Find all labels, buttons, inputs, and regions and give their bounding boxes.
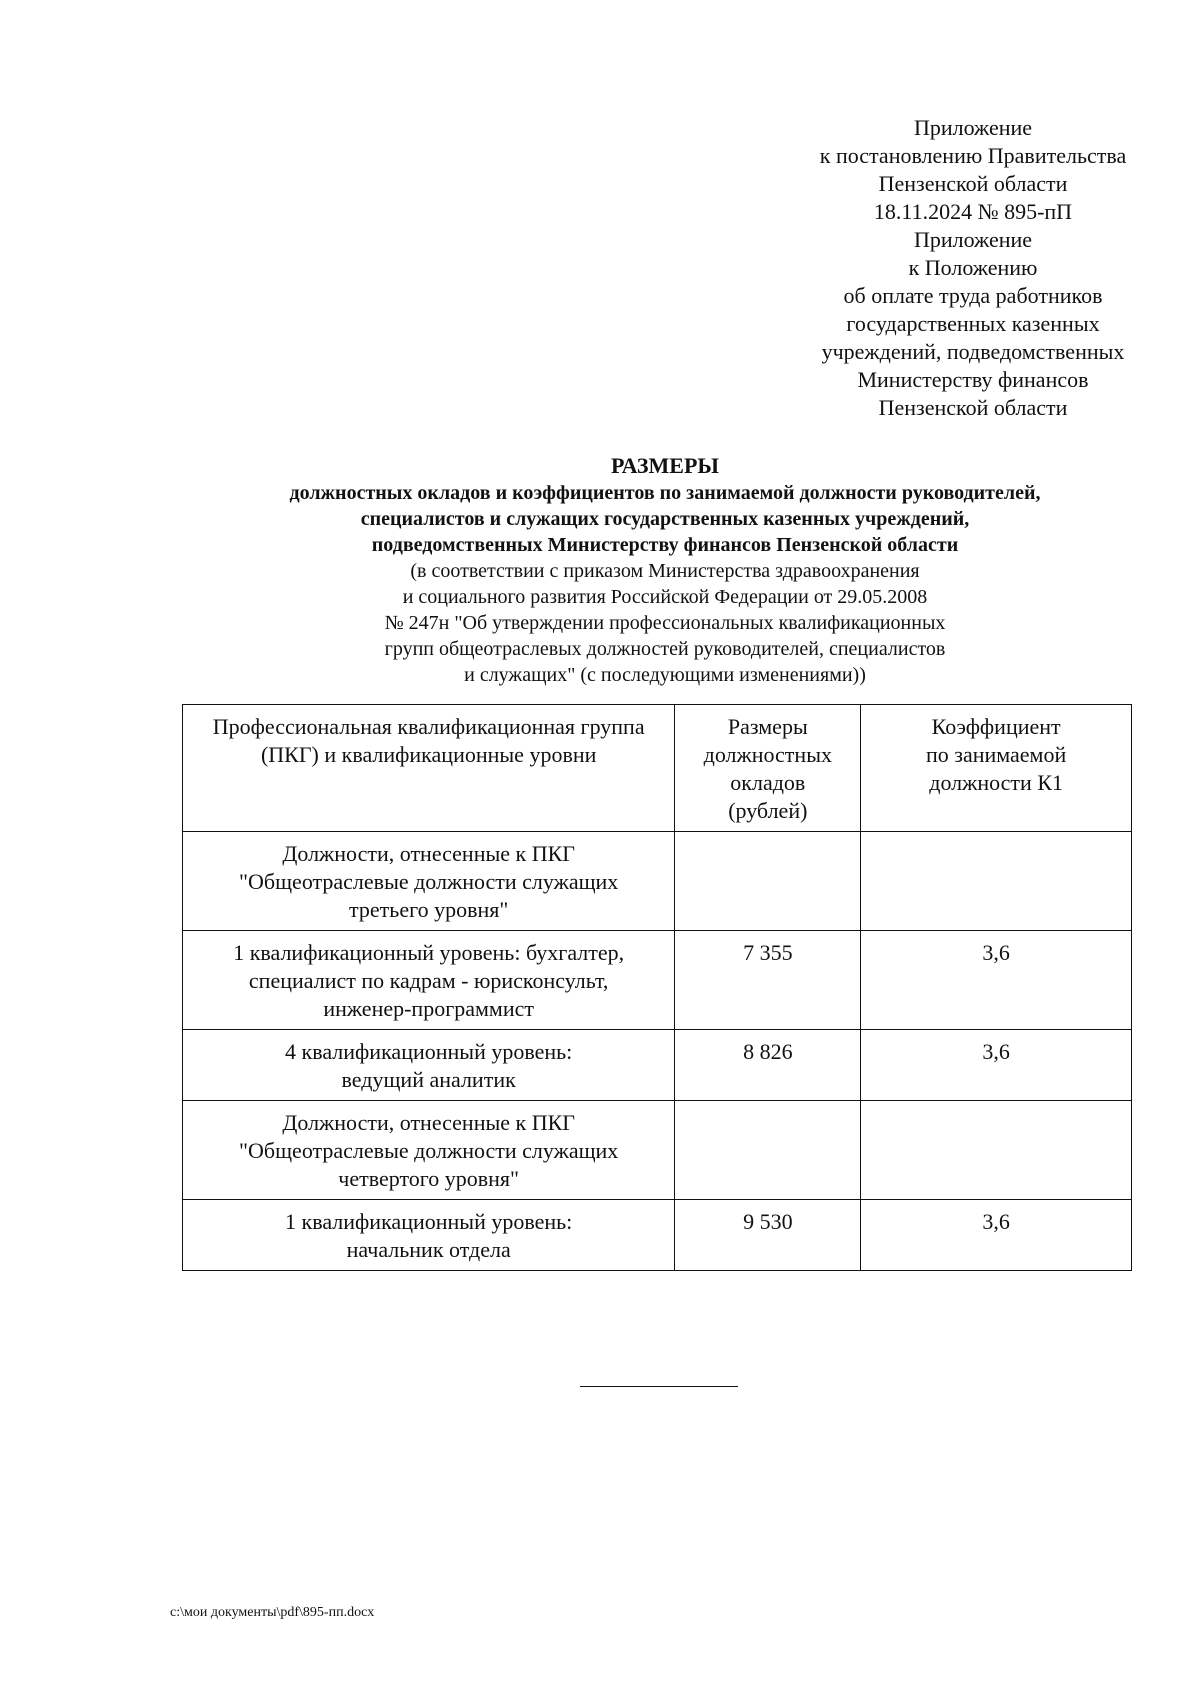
header-line: по занимаемой bbox=[925, 742, 1067, 767]
row-label-line: инженер-программист bbox=[323, 996, 534, 1021]
row-label-line: третьего уровня" bbox=[349, 897, 509, 922]
row-coefficient-cell: 3,6 bbox=[861, 1030, 1132, 1101]
row-label-line: Должности, отнесенные к ПКГ bbox=[282, 841, 575, 866]
appendix-line: 18.11.2024 № 895-пП bbox=[873, 199, 1073, 224]
row-label-line: 4 квалификационный уровень: bbox=[285, 1039, 573, 1064]
document-title-block bbox=[150, 452, 1180, 688]
row-coefficient-cell: 3,6 bbox=[861, 1200, 1132, 1271]
row-salary-cell: 8 826 bbox=[675, 1030, 861, 1101]
row-label-line: специалист по кадрам - юрисконсульт, bbox=[248, 968, 609, 993]
appendix-line: государственных казенных bbox=[846, 311, 1100, 336]
document-note-line: № 247н "Об утверждении профессиональных квалификационных bbox=[384, 612, 946, 634]
row-label-cell bbox=[183, 832, 675, 931]
row-label-line: ведущий аналитик bbox=[341, 1067, 516, 1092]
row-label-line: четвертого уровня" bbox=[338, 1166, 520, 1191]
table-row bbox=[183, 832, 1132, 931]
row-label-cell bbox=[183, 931, 675, 1030]
header-line: (ПКГ) и квалификационные уровни bbox=[260, 742, 597, 767]
document-note-line: и служащих" (с последующими изменениями)) bbox=[464, 664, 866, 686]
header-line: (рублей) bbox=[728, 798, 808, 823]
row-salary-cell: 7 355 bbox=[675, 931, 861, 1030]
document-title: РАЗМЕРЫ bbox=[610, 453, 720, 478]
table-row bbox=[183, 1200, 1132, 1271]
row-salary-cell bbox=[675, 1101, 861, 1200]
appendix-line: учреждений, подведомственных bbox=[821, 339, 1125, 364]
document-subtitle-line: подведомственных Министерству финансов Пензенской области bbox=[371, 534, 959, 556]
footer-file-path: c:\мои документы\pdf\895-пп.docx bbox=[170, 1605, 375, 1620]
row-label-line: "Общеотраслевые должности служащих bbox=[239, 869, 619, 894]
header-line: Размеры bbox=[727, 714, 808, 739]
row-salary-cell bbox=[675, 832, 861, 931]
appendix-line: Министерству финансов bbox=[857, 367, 1089, 392]
document-note-line: групп общеотраслевых должностей руководителей, специалистов bbox=[384, 638, 946, 660]
header-cell-group bbox=[183, 705, 675, 832]
appendix-line: Приложение bbox=[913, 227, 1033, 252]
appendix-block bbox=[790, 114, 1156, 422]
header-cell-salary bbox=[675, 705, 861, 832]
header-line: должности К1 bbox=[929, 770, 1063, 795]
row-label-cell bbox=[183, 1030, 675, 1101]
salary-table bbox=[182, 704, 1132, 1271]
row-label-line: 1 квалификационный уровень: бухгалтер, bbox=[233, 940, 625, 965]
table-row bbox=[183, 1101, 1132, 1200]
document-subtitle-line: должностных окладов и коэффициентов по занимаемой должности руководителей, bbox=[289, 482, 1041, 504]
header-line: должностных bbox=[703, 742, 832, 767]
end-separator-line bbox=[580, 1386, 738, 1387]
document-note-line: (в соответствии с приказом Министерства здравоохранения bbox=[410, 560, 920, 582]
header-cell-coefficient bbox=[861, 705, 1132, 832]
appendix-line: Пензенской области bbox=[878, 171, 1068, 196]
document-note-line: и социального развития Российской Федерации от 29.05.2008 bbox=[402, 586, 928, 608]
row-label-line: Должности, отнесенные к ПКГ bbox=[282, 1110, 575, 1135]
header-line: Коэффициент bbox=[931, 714, 1061, 739]
table-header-row bbox=[183, 705, 1132, 832]
row-coefficient-cell bbox=[861, 832, 1132, 931]
appendix-line: к постановлению Правительства bbox=[819, 143, 1127, 168]
document-subtitle-line: специалистов и служащих государственных казенных учреждений, bbox=[360, 508, 970, 530]
appendix-line: Приложение bbox=[913, 115, 1033, 140]
row-salary-cell: 9 530 bbox=[675, 1200, 861, 1271]
appendix-line: к Положению bbox=[908, 255, 1038, 280]
row-label-line: начальник отдела bbox=[346, 1237, 511, 1262]
table-row bbox=[183, 1030, 1132, 1101]
row-label-cell bbox=[183, 1200, 675, 1271]
row-label-cell bbox=[183, 1101, 675, 1200]
header-line: окладов bbox=[730, 770, 806, 795]
appendix-line: об оплате труда работников bbox=[843, 283, 1103, 308]
row-label-line: 1 квалификационный уровень: bbox=[285, 1209, 573, 1234]
header-line: Профессиональная квалификационная группа bbox=[212, 714, 645, 739]
row-coefficient-cell bbox=[861, 1101, 1132, 1200]
table-row bbox=[183, 931, 1132, 1030]
row-coefficient-cell: 3,6 bbox=[861, 931, 1132, 1030]
row-label-line: "Общеотраслевые должности служащих bbox=[239, 1138, 619, 1163]
appendix-line: Пензенской области bbox=[878, 395, 1068, 420]
